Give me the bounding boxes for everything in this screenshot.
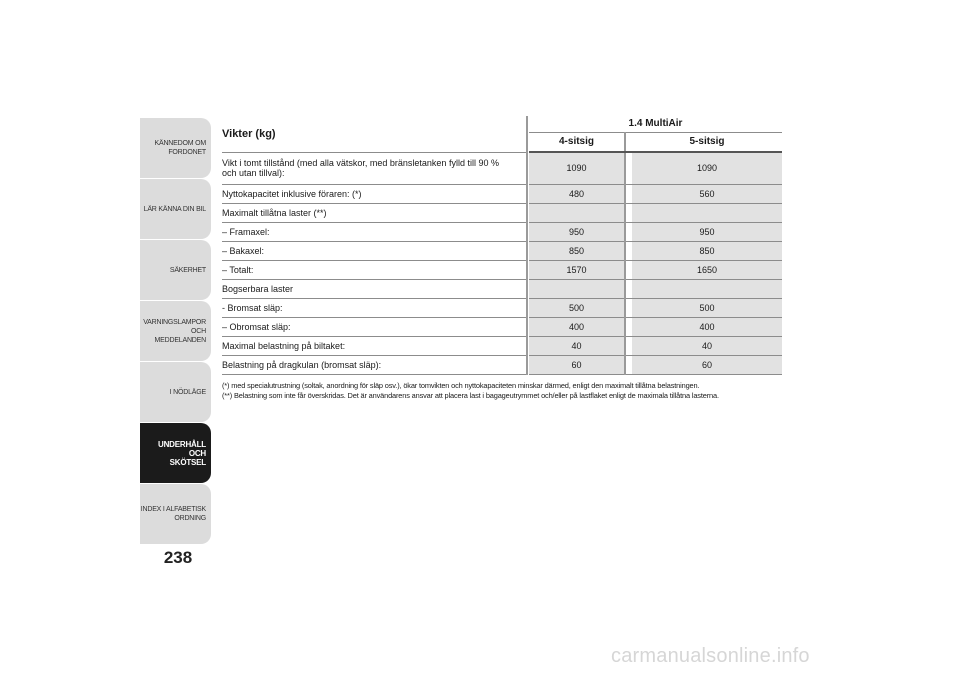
cell-4-seats: 850 [529, 241, 625, 260]
table-row [222, 241, 782, 260]
footnote-2: (**) Belastning som inte får överskridas. Det är användarens ansvar att placera last i bagageutrymmet och/eller på lastflaket enligt de maximala tillåtna lasterna. [222, 391, 719, 400]
table-row [222, 222, 782, 241]
tab-label: INDEX I ALFABETISK [140, 506, 206, 513]
tab-i-nodlage[interactable] [140, 362, 211, 422]
table-row [222, 298, 782, 317]
row-label: – Bakaxel: [222, 241, 527, 260]
cell-5-seats: 400 [632, 317, 782, 336]
cell-4-seats: 500 [529, 298, 625, 317]
tab-varningslampor[interactable] [140, 301, 211, 361]
tab-label: I NÖDLÄGE [169, 388, 206, 396]
cell-5-seats: 1650 [632, 260, 782, 279]
tab-label: VARNINGSLAMPOR [143, 318, 206, 326]
cell-5-seats: 40 [632, 336, 782, 355]
engine-header: 1.4 MultiAir [529, 116, 782, 132]
table-row [222, 317, 782, 336]
cell-4-seats: 60 [529, 355, 625, 374]
row-label: Vikt i tomt tillstånd (med alla vätskor, med bränsletanken fylld till 90 % och utan tillval): [222, 152, 527, 184]
table-row [222, 355, 782, 374]
tab-label: FORDONET [168, 149, 206, 156]
column-header-4-seats: 4-sitsig [529, 132, 625, 152]
tab-underhall-och-skotsel[interactable] [140, 423, 211, 483]
tab-label: ORDNING [174, 515, 206, 522]
table-row [222, 260, 782, 279]
footnote-1: (*) med specialutrustning (soltak, anordning för släp osv.), ökar tomvikten och nyttokapaciteten minskar därmed, enligt den maximalt tillåtna belastningen. [222, 381, 700, 390]
cell-5-seats: 1090 [632, 152, 782, 184]
table-row [222, 336, 782, 355]
cell-4-seats: 1090 [529, 152, 625, 184]
cell-4-seats: 40 [529, 336, 625, 355]
cell-4-seats [529, 279, 625, 298]
column-header-5-seats: 5-sitsig [632, 132, 782, 152]
weights-table [222, 116, 782, 375]
row-label: – Obromsat släp: [222, 317, 527, 336]
cell-4-seats [529, 203, 625, 222]
footnotes [222, 381, 782, 401]
table-title: Vikter (kg) [222, 116, 527, 152]
tab-index[interactable] [140, 484, 211, 544]
cell-5-seats: 560 [632, 184, 782, 203]
watermark: carmanualsonline.info [611, 645, 810, 667]
row-label: Maximalt tillåtna laster (**) [222, 203, 527, 222]
row-label: Maximal belastning på biltaket: [222, 336, 527, 355]
tab-label: SKÖTSEL [169, 457, 206, 467]
cell-4-seats: 400 [529, 317, 625, 336]
cell-4-seats: 950 [529, 222, 625, 241]
tab-label: SÄKERHET [169, 266, 206, 274]
cell-5-seats: 850 [632, 241, 782, 260]
tab-label: KÄNNEDOM OM [154, 140, 206, 147]
tab-label: UNDERHÅLL OCH [158, 439, 206, 458]
row-label: Bogserbara laster [222, 279, 527, 298]
table-row [222, 152, 782, 184]
cell-4-seats: 1570 [529, 260, 625, 279]
row-label: – Framaxel: [222, 222, 527, 241]
row-label: Nyttokapacitet inklusive föraren: (*) [222, 184, 527, 203]
tab-label: LÄR KÄNNA DIN BIL [143, 205, 206, 213]
cell-5-seats: 950 [632, 222, 782, 241]
row-label: Belastning på dragkulan (bromsat släp): [222, 355, 527, 374]
row-label: – Totalt: [222, 260, 527, 279]
cell-5-seats [632, 203, 782, 222]
tab-sakerhet[interactable] [140, 240, 211, 300]
table-row [222, 184, 782, 203]
table-row [222, 279, 782, 298]
page-number: 238 [163, 548, 193, 567]
tab-kannedom-om-fordonet[interactable] [140, 118, 211, 178]
tab-label: OCH MEDDELANDEN [154, 327, 206, 344]
cell-5-seats [632, 279, 782, 298]
row-label: - Bromsat släp: [222, 298, 527, 317]
cell-5-seats: 500 [632, 298, 782, 317]
cell-4-seats: 480 [529, 184, 625, 203]
tab-lar-kanna-din-bil[interactable] [140, 179, 211, 239]
table-row [222, 203, 782, 222]
cell-5-seats: 60 [632, 355, 782, 374]
